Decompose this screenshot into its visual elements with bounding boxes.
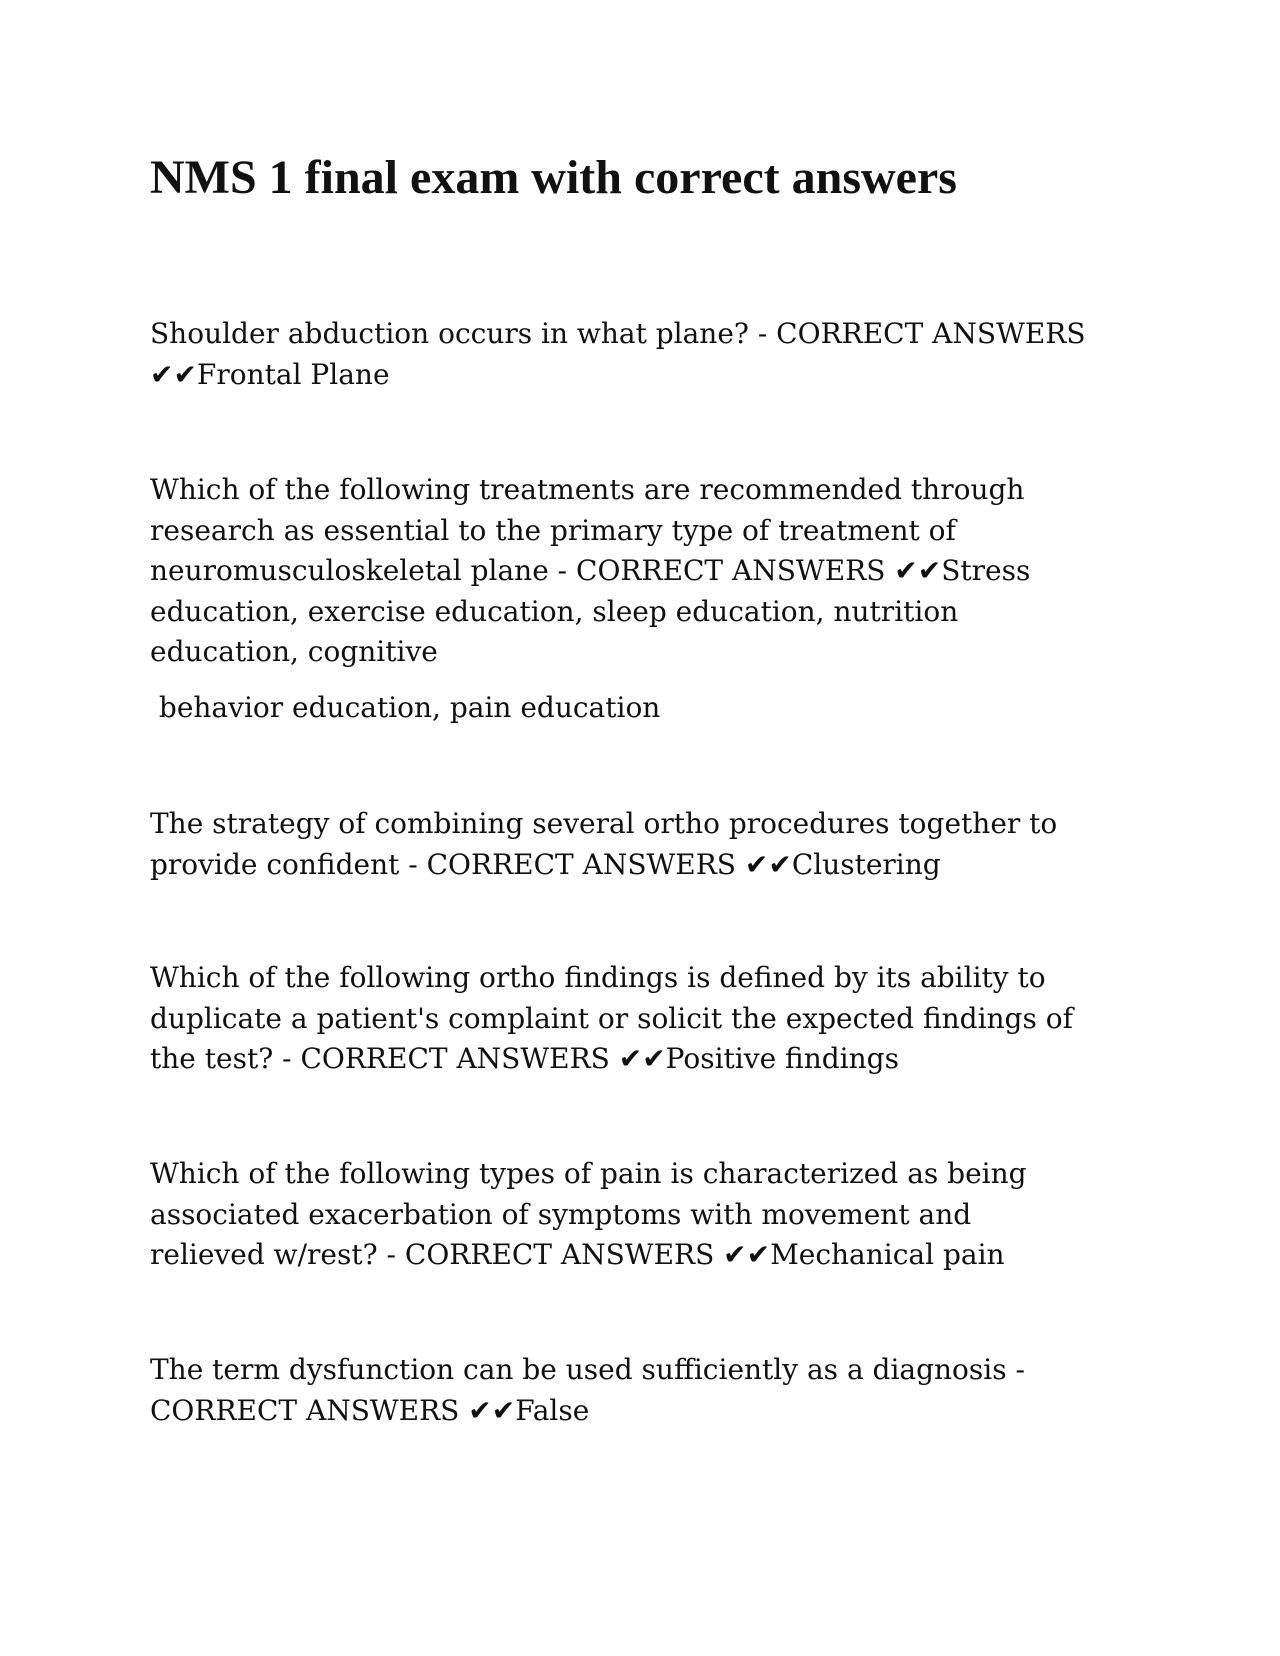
qa-line: Which of the following ortho findings is defined by its ability to	[150, 961, 1046, 994]
qa-item-clustering	[150, 804, 1150, 885]
qa-line: Shoulder abduction occurs in what plane? - CORRECT ANSWERS	[150, 317, 1086, 350]
qa-item-recommended-treatments	[150, 470, 1150, 673]
qa-line: the test? - CORRECT ANSWERS ✔✔Positive findings	[150, 1042, 899, 1075]
qa-line: The strategy of combining several ortho procedures together to	[150, 807, 1058, 840]
qa-line: CORRECT ANSWERS ✔✔False	[150, 1393, 590, 1427]
qa-line: associated exacerbation of symptoms with movement and	[150, 1197, 972, 1231]
qa-line: duplicate a patient's complaint or solicit the expected findings of	[150, 1001, 1073, 1035]
qa-line: research as essential to the primary type of treatment of	[150, 513, 956, 547]
qa-line: relieved w/rest? - CORRECT ANSWERS ✔✔Mechanical pain	[150, 1238, 1005, 1271]
qa-line: behavior education, pain education	[150, 691, 661, 724]
qa-item-mechanical-pain	[150, 1154, 1150, 1276]
qa-line: The term dysfunction can be used sufficiently as a diagnosis -	[150, 1353, 1025, 1386]
qa-line: education, cognitive	[150, 635, 438, 668]
qa-line: provide confident - CORRECT ANSWERS ✔✔Clustering	[150, 847, 941, 881]
document-title: NMS 1 final exam with correct answers	[150, 151, 957, 204]
qa-item-positive-findings	[150, 958, 1150, 1080]
qa-line: education, exercise education, sleep education, nutrition	[150, 594, 959, 628]
qa-item-continuation	[150, 688, 1150, 729]
qa-line: Which of the following treatments are recommended through	[150, 473, 1025, 506]
qa-item-shoulder-abduction	[150, 314, 1150, 395]
qa-line: Which of the following types of pain is characterized as being	[150, 1157, 1027, 1190]
qa-line: ✔✔Frontal Plane	[150, 357, 390, 391]
qa-item-dysfunction	[150, 1350, 1150, 1431]
qa-line: neuromusculoskeletal plane - CORRECT ANSWERS ✔✔Stress	[150, 554, 1031, 587]
